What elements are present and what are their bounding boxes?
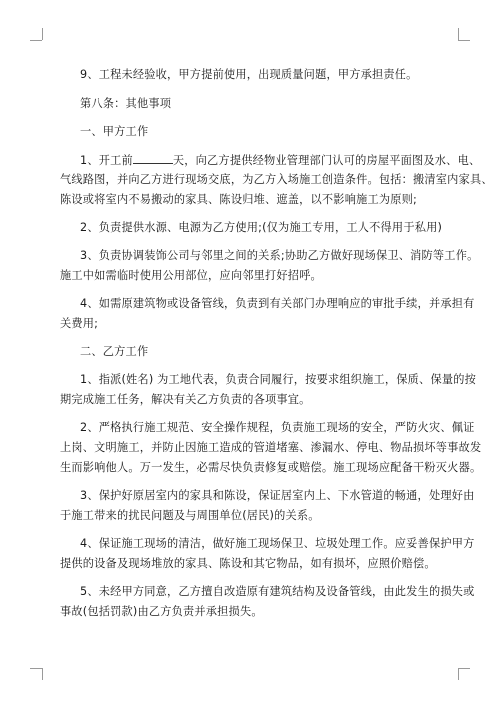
crop-mark-bottom-left-v	[42, 668, 43, 680]
clause-9-line: 9、工程未经验收，甲方提前使用，出现质量问题，甲方承担责任。	[80, 68, 418, 81]
party-b-item-5-line-1: 5、未经甲方同意，乙方擅自改造原有建筑结构及设备管线，由此发生的损失或	[80, 585, 475, 598]
crop-mark-bottom-right-h	[458, 668, 470, 669]
crop-mark-bottom-left-h	[30, 668, 42, 669]
party-a-heading: 一、甲方工作	[80, 125, 149, 138]
crop-mark-bottom-right-v	[458, 668, 459, 680]
section-8-heading: 第八条：其他事项	[80, 97, 172, 110]
crop-mark-top-left-v	[42, 28, 43, 40]
party-b-item-1-line-1: 1、指派(姓名) 为工地代表，负责合同履行，按要求组织施工，保质、保量的按	[80, 373, 476, 386]
party-b-item-2-line-2: 上岗、文明施工，并防止因施工造成的管道堵塞、渗漏水、停电、物品损坏等事故发	[60, 441, 482, 454]
party-a-item-1-prefix: 1、开工前	[80, 154, 133, 167]
party-b-item-4-line-1: 4、保证施工现场的清洁，做好施工现场保卫、垃圾处理工作。应妥善保护甲方	[80, 537, 475, 550]
party-a-item-1-line-3: 陈设或将室内不易搬动的家具、陈设归堆、遮盖，以不影响施工为原则;	[60, 193, 417, 206]
days-blank	[133, 153, 173, 164]
party-b-item-5-line-2: 事故(包括罚款)由乙方负责并承担损失。	[60, 605, 263, 618]
party-a-item-3-line-1: 3、负责协调装饰公司与邻里之间的关系;协助乙方做好现场保卫、消防等工作。	[80, 249, 479, 262]
party-a-item-1-rest: 天，向乙方提供经物业管理部门认可的房屋平面图及水、电、	[172, 154, 481, 167]
crop-mark-top-right-v	[458, 28, 459, 40]
party-b-item-2-line-1: 2、严格执行施工规范、安全操作规程，负责施工现场的安全，严防火灾、佩证	[80, 421, 475, 434]
party-b-item-3-line-1: 3、保护好原居室内的家具和陈设，保证居室内上、下水管道的畅通，处理好由	[80, 489, 475, 502]
party-a-item-1-line-2: 气线路图，并向乙方进行现场交底，为乙方入场施工创造条件。包括：搬清室内家具、	[60, 173, 493, 186]
crop-mark-top-right-h	[458, 40, 470, 41]
party-a-item-4-line-2: 关费用;	[60, 317, 99, 330]
party-b-item-3-line-2: 于施工带来的扰民问题及与周围单位(居民)的关系。	[60, 509, 320, 522]
crop-mark-top-left-h	[30, 40, 42, 41]
party-b-item-2-line-3: 生而影响他人。万一发生，必需尽快负责修复或赔偿。施工现场应配备干粉灭火器。	[60, 461, 482, 474]
party-b-heading: 二、乙方工作	[80, 345, 149, 358]
party-a-item-3-line-2: 施工中如需临时使用公用部位，应向邻里打好招呼。	[60, 269, 322, 282]
party-a-item-4-line-1: 4、如需原建筑物或设备管线，负责到有关部门办理响应的审批手续，并承担有	[80, 297, 475, 310]
party-a-item-2: 2、负责提供水源、电源为乙方使用;(仅为施工专用，工人不得用于私用)	[80, 221, 443, 234]
party-a-item-1-line-1	[80, 153, 481, 168]
party-b-item-1-line-2: 期完成施工任务，解决有关乙方负责的各项事宜。	[60, 393, 311, 406]
party-b-item-4-line-2: 提供的设备及现场堆放的家具、陈设和其它物品，如有损坏，应照价赔偿。	[60, 557, 436, 570]
